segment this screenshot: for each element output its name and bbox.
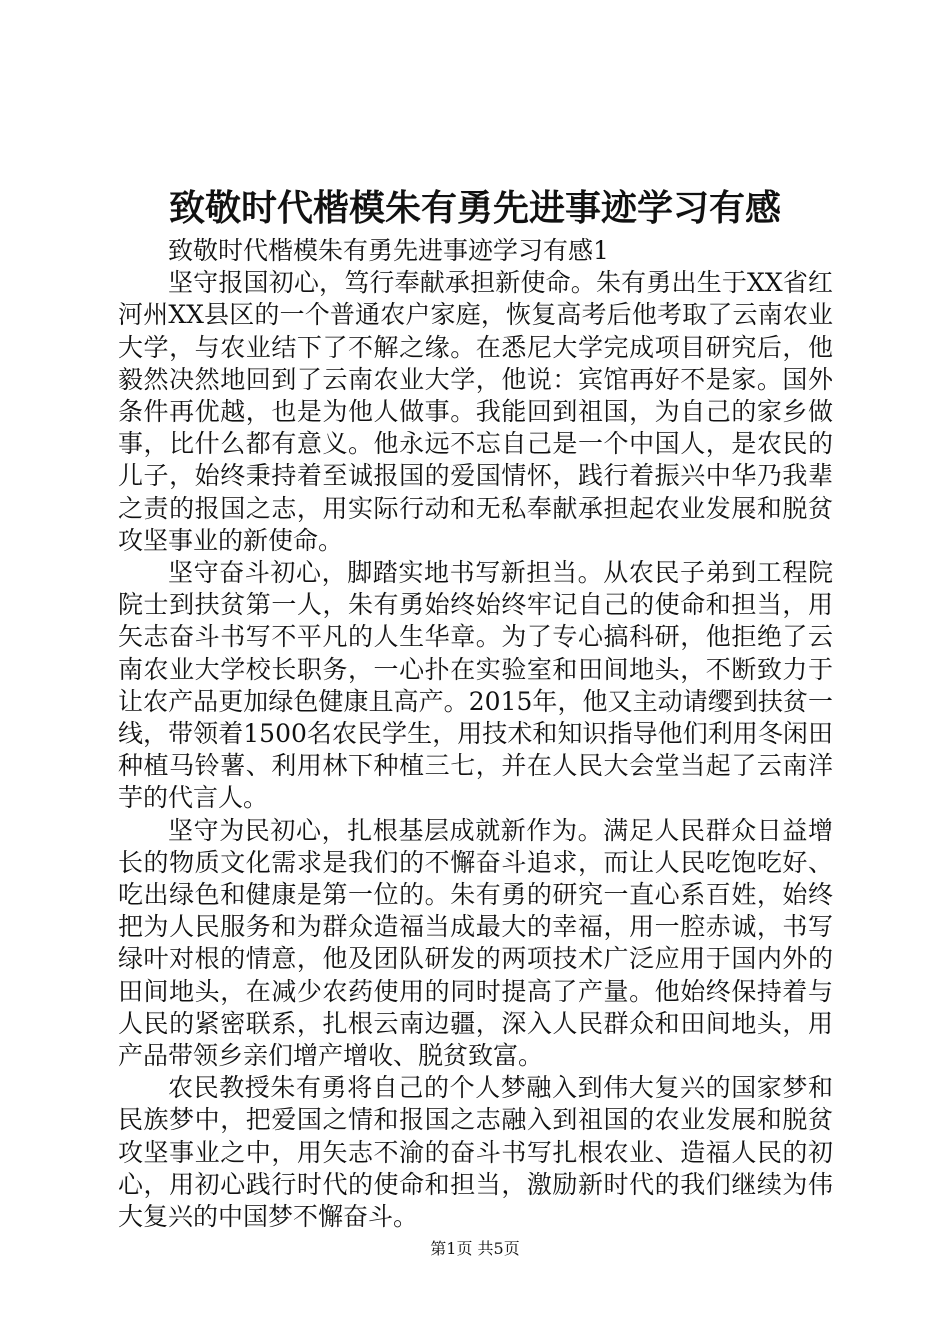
page-title: 致敬时代楷模朱有勇先进事迹学习有感 (168, 187, 781, 229)
paragraph-1: 坚守报国初心，笃行奉献承担新使命。朱有勇出生于XX省红河州XX县区的一个普通农户家庭，恢复高考后他考取了云南农业大学，与农业结下了不解之缘。在悉尼大学完成项目研究后，他毅然决然地回到了云南农业大学，他说：宾馆再好不是家。国外条件再优越，也是为他人做事。我能回到祖国，为自己的家乡做事，比什么都有意义。他永远不忘自己是一个中国人，是农民的儿子，始终秉持着至诚报国的爱国情怀，践行着振兴中华乃我辈之责的报国之志，用实际行动和无私奉献承担起农业发展和脱贫攻坚事业的新使命。 (118, 268, 833, 555)
paragraph-4: 农民教授朱有勇将自己的个人梦融入到伟大复兴的国家梦和民族梦中，把爱国之情和报国之志融入到祖国的农业发展和脱贫攻坚事业之中，用矢志不渝的奋斗书写扎根农业、造福人民的初心，用初心践行时代的使命和担当，激励新时代的我们继续为伟大复兴的中国梦不懈奋斗。 (118, 1073, 833, 1232)
document-body (118, 235, 833, 1233)
page-footer: 第1页 共5页 (430, 1239, 520, 1258)
document-subtitle: 致敬时代楷模朱有勇先进事迹学习有感1 (168, 236, 609, 265)
paragraph-3: 坚守为民初心，扎根基层成就新作为。满足人民群众日益增长的物质文化需求是我们的不懈奋斗追求，而让人民吃饱吃好、吃出绿色和健康是第一位的。朱有勇的研究一直心系百姓，始终把为人民服务和为群众造福当成最大的幸福，用一腔赤诚，书写绿叶对根的情意，他及团队研发的两项技术广泛应用于国内外的田间地头，在减少农药使用的同时提高了产量。他始终保持着与人民的紧密联系，扎根云南边疆，深入人民群众和田间地头，用产品带领乡亲们增产增收、脱贫致富。 (118, 815, 833, 1071)
paragraph-2: 坚守奋斗初心，脚踏实地书写新担当。从农民子弟到工程院院士到扶贫第一人，朱有勇始终始终牢记自己的使命和担当，用矢志奋斗书写不平凡的人生华章。为了专心搞科研，他拒绝了云南农业大学校长职务，一心扑在实验室和田间地头，不断致力于让农产品更加绿色健康且高产。2015年，他又主动请缨到扶贫一线，带领着1500名农民学生，用技术和知识指导他们利用冬闲田种植马铃薯、利用林下种植三七，并在人民大会堂当起了云南洋芋的代言人。 (118, 558, 833, 813)
